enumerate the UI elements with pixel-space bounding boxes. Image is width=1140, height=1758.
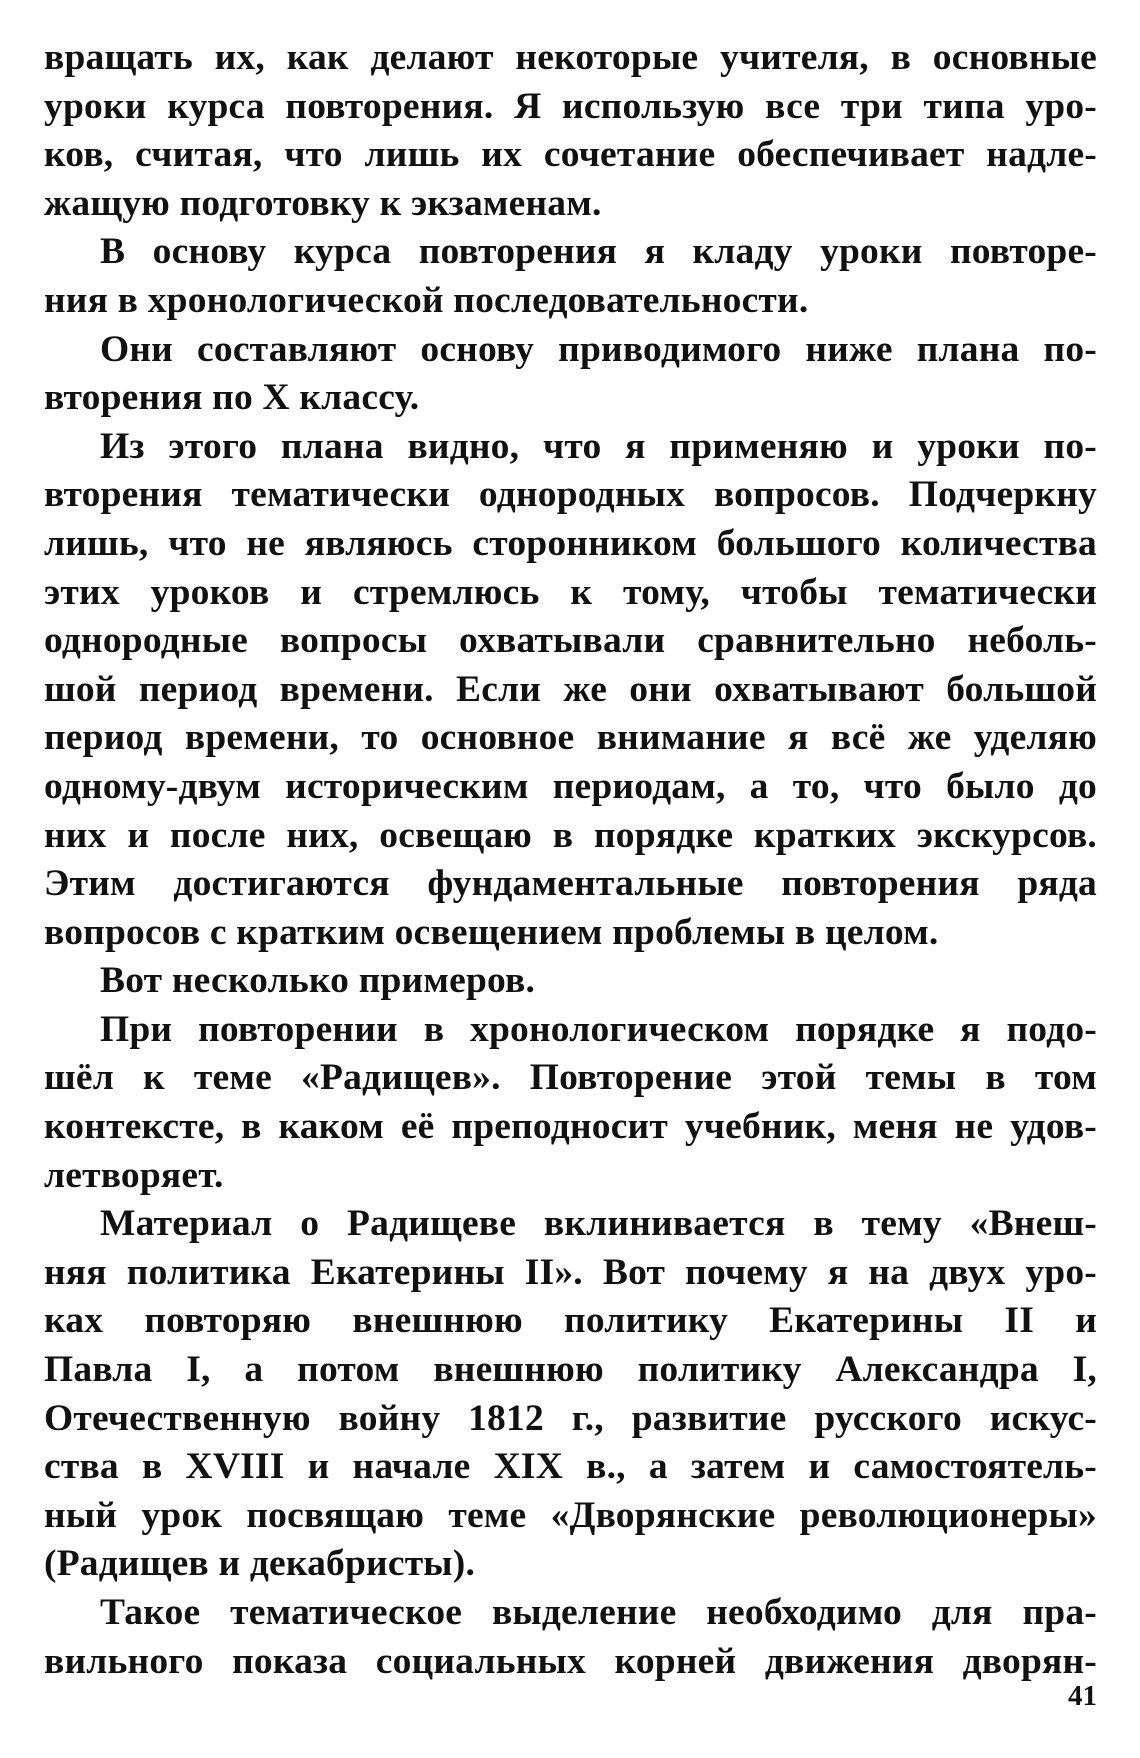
text-line: вторения по X классу. xyxy=(44,377,420,419)
text-line: контексте, в каком её преподносит учебник, меня не удов- xyxy=(44,1106,1097,1148)
text-line: Павла I, а потом внешнюю политику Александра I, xyxy=(44,1349,1097,1391)
text-line: ный урок посвящаю теме «Дворянские революционеры» xyxy=(44,1494,1097,1536)
text-line: Материал о Радищеве вклинивается в тему «Внеш- xyxy=(100,1203,1097,1245)
text-line: ства в XVIII и начале XIX в., а затем и самостоятель- xyxy=(44,1446,1097,1488)
text-line: В основу курса повторения я кладу уроки повторе- xyxy=(100,231,1097,273)
text-line: вращать их, как делают некоторые учителя, в основные xyxy=(44,37,1097,78)
text-line: шой период времени. Если же они охватывают большой xyxy=(44,668,1097,710)
text-line: период времени, то основное внимание я всё же уделяю xyxy=(44,717,1097,759)
text-line: вильного показа социальных корней движения дворян- xyxy=(44,1640,1097,1682)
text-line: однородные вопросы охватывали сравнительно неболь- xyxy=(44,620,1097,662)
text-line: (Радищев и декабристы). xyxy=(44,1543,476,1585)
page-number: 41 xyxy=(1068,1680,1097,1712)
text-line: Отечественную войну 1812 г., развитие русского искус- xyxy=(44,1397,1097,1439)
text-line: шёл к теме «Радищев». Повторение этой темы в том xyxy=(44,1057,1097,1099)
text-line: При повторении в хронологическом порядке я подо- xyxy=(100,1008,1097,1050)
text-line: уроки курса повторения. Я использую все три типа уро- xyxy=(44,85,1097,127)
text-line: Они составляют основу приводимого ниже плана по- xyxy=(100,328,1097,370)
text-line: Вот несколько примеров. xyxy=(100,960,536,1002)
text-line: одному-двум историческим периодам, а то, что было до xyxy=(44,765,1097,807)
text-line: ках повторяю внешнюю политику Екатерины II и xyxy=(44,1300,1097,1342)
text-line: Этим достигаются фундаментальные повторения ряда xyxy=(44,863,1097,905)
book-page xyxy=(44,34,1097,1724)
text-line: жащую подготовку к экзаменам. xyxy=(44,182,602,224)
text-line: вопросов с кратким освещением проблемы в целом. xyxy=(44,911,939,953)
text-line: Такое тематическое выделение необходимо для пра- xyxy=(100,1592,1097,1633)
text-line: ния в хронологической последовательности. xyxy=(44,279,809,321)
text-line: вторения тематически однородных вопросов. Подчеркну xyxy=(44,474,1097,516)
text-line: няя политика Екатерины II». Вот почему я на двух уро- xyxy=(44,1251,1097,1293)
text-line: этих уроков и стремлюсь к тому, чтобы тематически xyxy=(44,571,1097,613)
text-line: лишь, что не являюсь сторонником большого количества xyxy=(44,522,1097,564)
text-line: ков, считая, что лишь их сочетание обеспечивает надле- xyxy=(44,134,1097,176)
text-line: летворяет. xyxy=(44,1154,224,1196)
text-line: Из этого плана видно, что я применяю и уроки по- xyxy=(100,425,1097,467)
text-line: них и после них, освещаю в порядке кратких экскурсов. xyxy=(44,814,1097,856)
